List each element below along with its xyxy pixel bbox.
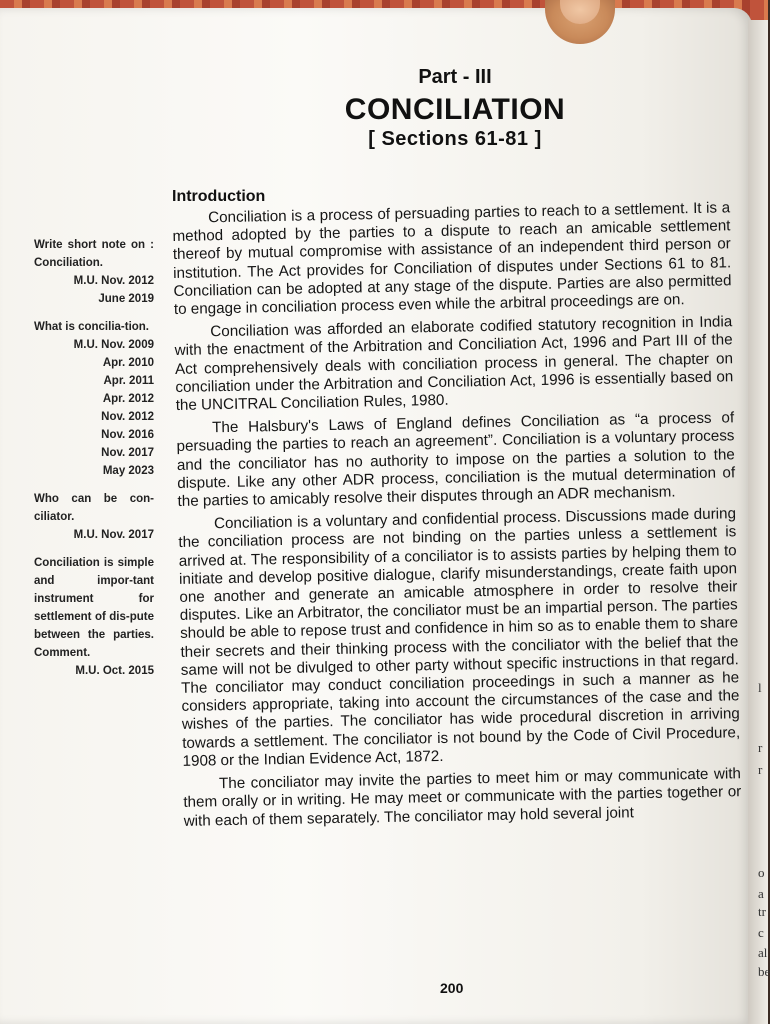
next-page-fragment: al: [758, 945, 768, 960]
paragraph: Conciliation is a process of persuading parties to reach to a settlement. It is a method adopted by the parties to a dispute to reach an amicable settlement thereof by mutual compromise with assistance of an independent third person or institution. The Act provides for Conciliation of disputes under Sections 61 to 81. Conciliation can be adopted at any stage of the dispute. Parties are also permitted to engage in conciliation process even while the arbitral proceedings are on.: [172, 199, 732, 318]
margin-note-text: Conciliation is simple and impor-tant instrument for settlement of dis-pute between the parties. Comment.: [34, 557, 154, 659]
next-page-edge: [748, 20, 768, 1024]
next-page-fragment: be: [758, 964, 770, 979]
exam-reference: Apr. 2011: [103, 375, 154, 387]
paragraph: The conciliator may invite the parties to meet him or may communicate with them orally or in writing. He may meet or communicate with the parties together or with each of them separately. The conciliator may hold several joint: [183, 765, 742, 830]
exam-reference: Apr. 2010: [102, 357, 154, 369]
margin-note-text: Write short note on : Conciliation.: [34, 239, 154, 269]
paragraph: The Halsbury's Laws of England defines Conciliation as “a process of persuading the parties to reach an agreement”. Conciliation is a voluntary process and the conciliator has no authority to impose on the parties a solution to the dispute. Like any other ADR process, conciliation is the mutual determination of the parties to amicably resolve their disputes through an ADR mechanism.: [176, 409, 736, 510]
exam-reference: June 2019: [98, 293, 154, 305]
exam-reference: M.U. Nov. 2012: [73, 275, 154, 287]
next-page-fragment: c: [758, 925, 764, 940]
exam-reference: M.U. Oct. 2015: [75, 665, 154, 677]
exam-reference: Nov. 2016: [101, 429, 154, 441]
exam-reference: Apr. 2012: [102, 393, 154, 405]
next-page-fragment: a: [758, 886, 764, 901]
exam-reference: Nov. 2017: [101, 447, 154, 459]
margin-note-refs: [34, 662, 154, 680]
paragraph: Conciliation was afforded an elaborate codified statutory recognition in India with the enactment of the Arbitration and Conciliation Act, 1996 and Part III of the Act comprehensively deals with conciliation process in general. The chapter on conciliation under the Arbitration and Conciliation Act, 1996 is essentially based on the UNCITRAL Conciliation Rules, 1980.: [174, 313, 734, 414]
next-page-fragment: r: [758, 762, 763, 777]
next-page-fragment: tr: [758, 904, 766, 919]
introduction-heading: Introduction: [172, 188, 266, 205]
margin-note-refs: [34, 272, 154, 308]
exam-reference: M.U. Nov. 2017: [73, 529, 154, 541]
exam-reference: M.U. Nov. 2009: [73, 339, 154, 351]
page-number: 200: [440, 980, 464, 996]
next-page-fragment: l: [758, 680, 762, 695]
sections-range: [ Sections 61-81 ]: [368, 128, 542, 150]
margin-note: [34, 554, 154, 680]
paragraph: Conciliation is a voluntary and confidential process. Discussions made during the conciliation process are not binding on the parties unless a settlement is arrived at. The responsibility of a conciliator is to assists parties by helping them to initiate and develop positive dialogue, clarify misunderstandings, create faith upon one another and generate an amicable atmosphere in order to resolve their disputes. Like an Arbitrator, the conciliator must be an impartial person. The parties should be able to repose trust and confidence in him so as to enable them to share their secrets and their thinking process with the conciliator with the belief that the same will not be divulged to other party without specific instructions in that regard. The conciliator may conduct conciliation proceedings in such a manner as he considers appropriate, taking into account the circumstances of the case and the wishes of the parties. The conciliator has wide procedural discretion in arriving towards a settlement. The conciliator is not bound by the Code of Civil Procedure, 1908 or the Indian Evidence Act, 1872.: [178, 505, 741, 770]
margin-notes: [34, 236, 154, 690]
chapter-title: CONCILIATION: [344, 93, 566, 126]
margin-note-refs: [34, 336, 154, 480]
margin-note-refs: [34, 526, 154, 544]
margin-note: [34, 490, 154, 544]
exam-reference: Nov. 2012: [101, 411, 154, 423]
part-label: Part - III: [418, 66, 492, 88]
margin-note-text: Who can be con-ciliator.: [34, 493, 154, 523]
exam-reference: May 2023: [102, 465, 154, 477]
next-page-fragment: r: [758, 740, 763, 755]
margin-note-text: What is concilia-tion.: [34, 321, 150, 333]
margin-note: [34, 236, 154, 308]
next-page-fragment: o: [758, 865, 765, 880]
body-text: [172, 199, 742, 835]
margin-note: [34, 318, 154, 480]
